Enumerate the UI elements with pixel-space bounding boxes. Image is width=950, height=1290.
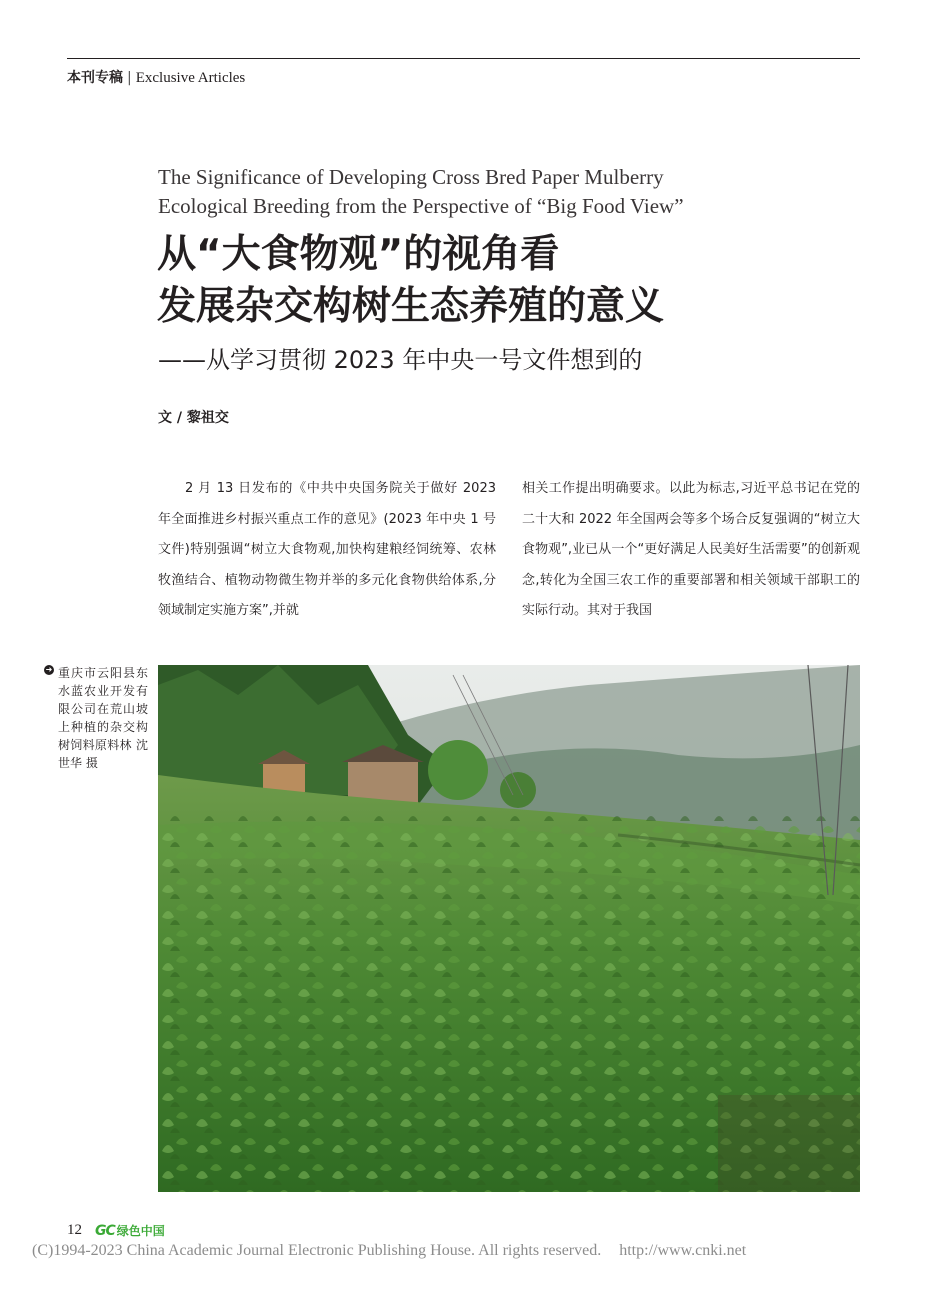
photo-caption-text: 重庆市云阳县东水蓝农业开发有限公司在荒山坡上种植的杂交构树饲料原料林 沈世华 摄 [58, 666, 148, 770]
arrow-right-icon: ➜ [45, 665, 53, 674]
section-separator: | [127, 70, 132, 86]
copyright-text: (C)1994-2023 China Academic Journal Electronic Publishing House. All rights reserved. [32, 1242, 602, 1259]
title-en-line: The Significance of Developing Cross Bred Paper Mulberry [158, 165, 664, 189]
article-subtitle: ——从学习贯彻 2023 年中央一号文件想到的 [158, 346, 643, 374]
hillside-mulberry-field-image [158, 665, 860, 1192]
author-byline: 文 / 黎祖交 [158, 410, 229, 426]
photo-caption [44, 664, 148, 772]
journal-name: 绿色中国 [116, 1224, 165, 1238]
copyright-line [32, 1242, 746, 1260]
article-title-cn [157, 229, 877, 333]
title-cn-line: 发展杂交构树生态养殖的意义 [157, 284, 665, 329]
section-header [67, 69, 245, 87]
title-en-line: Ecological Breeding from the Perspective of “Big Food View” [158, 194, 684, 218]
article-photo [158, 665, 860, 1192]
section-label-en: Exclusive Articles [135, 70, 246, 86]
body-paragraph: 2 月 13 日发布的《中共中央国务院关于做好 2023 年全面推进乡村振兴重点工作的意见》(2023 年中央 1 号文件)特别强调“树立大食物观,加快构建粮经饲统筹、农林牧渔结合、植物动物微生物并举的多元化食物供给体系,分领域制定实施方案”,并就 [158, 481, 496, 618]
body-column-right [522, 474, 860, 627]
cnki-link[interactable]: http://www.cnki.net [619, 1242, 747, 1259]
title-cn-line: 从“大食物观”的视角看 [157, 232, 560, 277]
gc-logo: GC [95, 1222, 115, 1239]
body-paragraph: 相关工作提出明确要求。以此为标志,习近平总书记在党的二十大和 2022 年全国两会等多个场合反复强调的“树立大食物观”,业已从一个“更好满足人民美好生活需要”的创新观念,转化为全国三农工作的重要部署和相关领域干部职工的实际行动。其对于我国 [522, 481, 860, 618]
top-rule [67, 58, 860, 59]
page-number: 12 [67, 1222, 82, 1238]
body-column-left [158, 474, 496, 627]
article-title-en [158, 163, 878, 221]
section-label-cn: 本刊专稿 [67, 70, 123, 86]
journal-brand [95, 1222, 165, 1239]
